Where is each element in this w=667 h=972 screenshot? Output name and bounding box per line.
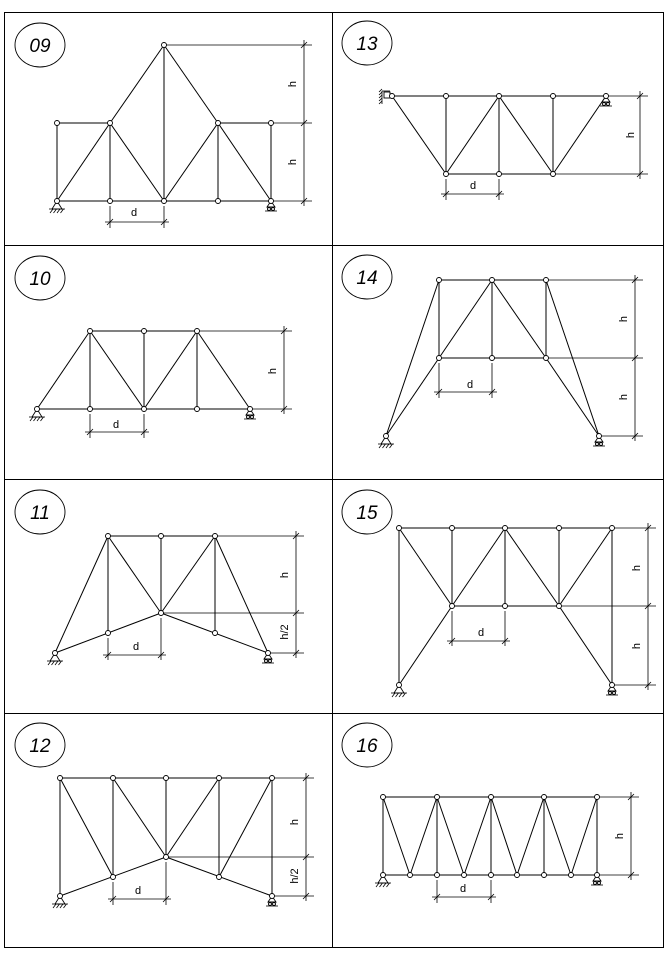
joint-node (213, 631, 218, 636)
joint-node (489, 873, 494, 878)
truss-member (517, 797, 544, 875)
truss-15 (391, 523, 656, 697)
ground-hatch (57, 904, 60, 908)
joint-node (55, 121, 60, 126)
roller-wheel (273, 903, 276, 906)
supports (379, 89, 612, 106)
panel-number: 14 (356, 268, 378, 289)
ground-hatch (392, 693, 395, 697)
truss-member (161, 536, 215, 613)
joint-node (450, 526, 455, 531)
dim-h: h (618, 315, 630, 323)
roller-wheel (600, 443, 603, 446)
panel-number: 15 (356, 503, 378, 524)
truss-member (410, 797, 437, 875)
joint-node (397, 683, 402, 688)
ground-hatch (387, 883, 390, 887)
grid (5, 13, 664, 948)
roller-wheel (251, 416, 254, 419)
joint-node (610, 526, 615, 531)
truss-11 (47, 531, 304, 665)
ground-hatch (34, 417, 37, 421)
joint-node (111, 875, 116, 880)
dim-h-half: h/2 (279, 624, 291, 640)
panel-label-10 (15, 256, 65, 300)
joint-node (490, 278, 495, 283)
wall-hatch (379, 98, 382, 101)
members (55, 536, 268, 653)
joint-node (435, 873, 440, 878)
members (383, 797, 597, 875)
joint-node (437, 278, 442, 283)
truss-member (90, 331, 144, 409)
panel-label-09 (15, 23, 65, 67)
roller-wheel (247, 416, 250, 419)
truss-member (144, 331, 197, 409)
joint-node (497, 172, 502, 177)
truss-member (571, 797, 597, 875)
joint-node (164, 855, 169, 860)
joint-node (557, 526, 562, 531)
ground-hatch (59, 661, 62, 665)
ground-hatch (396, 693, 399, 697)
joint-node (544, 278, 549, 283)
ground-hatch (30, 417, 33, 421)
members (392, 96, 606, 174)
ground-hatch (48, 661, 51, 665)
ground-hatch (64, 904, 67, 908)
joint-node (490, 356, 495, 361)
truss-member (164, 45, 218, 123)
ground-hatch (379, 444, 382, 448)
dim-h: h (631, 564, 643, 572)
joint-node (142, 407, 147, 412)
truss-14 (378, 275, 643, 448)
truss-member (559, 606, 612, 685)
dim-d: d (477, 627, 485, 639)
joint-node (162, 43, 167, 48)
joint-node (266, 651, 271, 656)
truss-10 (29, 326, 292, 438)
ground-hatch (383, 883, 386, 887)
joint-node (390, 94, 395, 99)
panel-number: 09 (29, 36, 51, 57)
joint-node (108, 121, 113, 126)
joint-node (35, 407, 40, 412)
truss-member (546, 358, 599, 436)
truss-member (505, 528, 559, 606)
panel-label-16 (342, 723, 392, 767)
truss-member (60, 778, 113, 877)
truss-member (166, 778, 219, 857)
dim-d: d (459, 883, 467, 895)
truss-member (110, 45, 164, 123)
joint-node (542, 795, 547, 800)
panel-number: 13 (356, 34, 378, 55)
truss-member (559, 528, 612, 606)
joint-node (544, 356, 549, 361)
roller-wheel (607, 103, 610, 106)
joint-node (610, 683, 615, 688)
joint-node (162, 199, 167, 204)
panel-label-13 (342, 21, 392, 65)
wall-support (384, 92, 390, 98)
joint-node (503, 604, 508, 609)
truss-member (553, 96, 606, 174)
roller-wheel (268, 208, 271, 211)
joint-node (551, 94, 556, 99)
dim-h: h (614, 832, 626, 840)
truss-member (386, 280, 439, 436)
truss-member (439, 280, 492, 358)
joint-node (217, 776, 222, 781)
panel-number: 11 (30, 503, 50, 524)
dim-h: h (267, 367, 279, 375)
truss-member (197, 331, 250, 409)
joint-node (106, 534, 111, 539)
dim-d: d (466, 379, 474, 391)
dim-h: h (631, 642, 643, 650)
joint-node (551, 172, 556, 177)
joint-node (542, 873, 547, 878)
truss-member (491, 797, 517, 875)
joint-node (55, 199, 60, 204)
joint-node (108, 199, 113, 204)
truss-12 (52, 773, 314, 908)
supports (52, 896, 278, 908)
roller-wheel (598, 882, 601, 885)
dim-d: d (132, 641, 140, 653)
joint-node (597, 434, 602, 439)
truss-member (437, 797, 464, 875)
truss-member (37, 331, 90, 409)
joint-node (450, 604, 455, 609)
ground-hatch (380, 883, 383, 887)
ground-hatch (61, 209, 64, 213)
truss-16 (375, 792, 639, 903)
supports (378, 436, 605, 448)
wall-hatch (379, 92, 382, 95)
roller-wheel (269, 903, 272, 906)
ground-hatch (55, 661, 58, 665)
joint-node (408, 873, 413, 878)
truss-09 (49, 40, 312, 228)
truss-drawings (29, 40, 656, 908)
ground-hatch (57, 209, 60, 213)
joint-node (216, 121, 221, 126)
truss-member (383, 797, 410, 875)
roller-wheel (272, 208, 275, 211)
roller-wheel (609, 692, 612, 695)
truss-13 (379, 89, 648, 200)
joint-node (248, 407, 253, 412)
ground-hatch (52, 661, 55, 665)
joint-node (569, 873, 574, 878)
truss-member (219, 778, 272, 877)
truss-member (113, 778, 166, 857)
joint-node (111, 776, 116, 781)
wall-hatch (379, 101, 382, 104)
dim-h-half: h/2 (289, 868, 301, 884)
roller-wheel (613, 692, 616, 695)
panel-number: 16 (356, 736, 378, 757)
truss-member (386, 358, 439, 436)
truss-member (215, 536, 268, 653)
joint-node (489, 795, 494, 800)
truss-member (108, 536, 161, 613)
truss-member (464, 797, 491, 875)
joint-node (164, 776, 169, 781)
joint-node (270, 776, 275, 781)
truss-member (218, 123, 271, 201)
joint-node (269, 199, 274, 204)
truss-member (399, 528, 452, 606)
dimension-lines (105, 40, 312, 228)
joint-node (595, 873, 600, 878)
ground-hatch (50, 209, 53, 213)
joint-node (462, 873, 467, 878)
joint-node (88, 329, 93, 334)
wall-hatch (379, 95, 382, 98)
dim-h: h (625, 131, 637, 139)
panel-label-14 (342, 255, 392, 299)
dim-h: h (287, 158, 299, 166)
truss-member (55, 536, 108, 653)
joint-node (270, 894, 275, 899)
dimension-labels (113, 81, 643, 897)
joint-node (142, 329, 147, 334)
joint-node (159, 611, 164, 616)
joint-node (88, 407, 93, 412)
truss-member (544, 797, 571, 875)
truss-member (399, 606, 452, 685)
panel-label-11 (15, 490, 65, 534)
truss-member (499, 96, 553, 174)
members (57, 45, 271, 201)
joint-node (58, 894, 63, 899)
joint-node (195, 407, 200, 412)
joint-node (595, 795, 600, 800)
joint-node (381, 795, 386, 800)
joint-node (269, 121, 274, 126)
joint-node (515, 873, 520, 878)
joint-node (604, 94, 609, 99)
truss-member (452, 528, 505, 606)
joint-node (444, 172, 449, 177)
ground-hatch (41, 417, 44, 421)
roller-wheel (265, 660, 268, 663)
panel-label-12 (15, 723, 65, 767)
joint-node (397, 526, 402, 531)
truss-member (164, 123, 218, 201)
dim-h: h (618, 393, 630, 401)
joint-node (384, 434, 389, 439)
dim-d: d (134, 885, 142, 897)
supports (391, 685, 618, 697)
ground-hatch (403, 693, 406, 697)
panel-number: 10 (29, 269, 51, 290)
joint-node (444, 94, 449, 99)
joint-node (106, 631, 111, 636)
joint-node (58, 776, 63, 781)
roller-wheel (603, 103, 606, 106)
ground-hatch (54, 209, 57, 213)
truss-member (57, 123, 110, 201)
joint-node (435, 795, 440, 800)
dim-d: d (130, 207, 138, 219)
dim-h: h (289, 818, 301, 826)
roller-wheel (596, 443, 599, 446)
panel-label-15 (342, 490, 392, 534)
joint-node (381, 873, 386, 878)
ground-hatch (37, 417, 40, 421)
ground-hatch (383, 444, 386, 448)
ground-hatch (53, 904, 56, 908)
truss-member (392, 96, 446, 174)
truss-member (446, 96, 499, 174)
panel-number: 12 (29, 736, 51, 757)
joint-node (216, 199, 221, 204)
joint-node (53, 651, 58, 656)
dim-d: d (112, 419, 120, 431)
truss-member (492, 280, 546, 358)
joint-node (217, 875, 222, 880)
joint-node (503, 526, 508, 531)
ground-hatch (386, 444, 389, 448)
joint-node (437, 356, 442, 361)
wall-hatch (379, 89, 382, 92)
dim-d: d (469, 180, 477, 192)
dim-h: h (287, 80, 299, 88)
ground-hatch (376, 883, 379, 887)
joint-node (557, 604, 562, 609)
members (37, 331, 250, 409)
joint-node (195, 329, 200, 334)
joint-node (497, 94, 502, 99)
dim-h: h (279, 571, 291, 579)
roller-wheel (269, 660, 272, 663)
truss-member (110, 123, 164, 201)
ground-hatch (399, 693, 402, 697)
roller-wheel (594, 882, 597, 885)
joint-node (213, 534, 218, 539)
ground-hatch (390, 444, 393, 448)
ground-hatch (60, 904, 63, 908)
joint-node (159, 534, 164, 539)
